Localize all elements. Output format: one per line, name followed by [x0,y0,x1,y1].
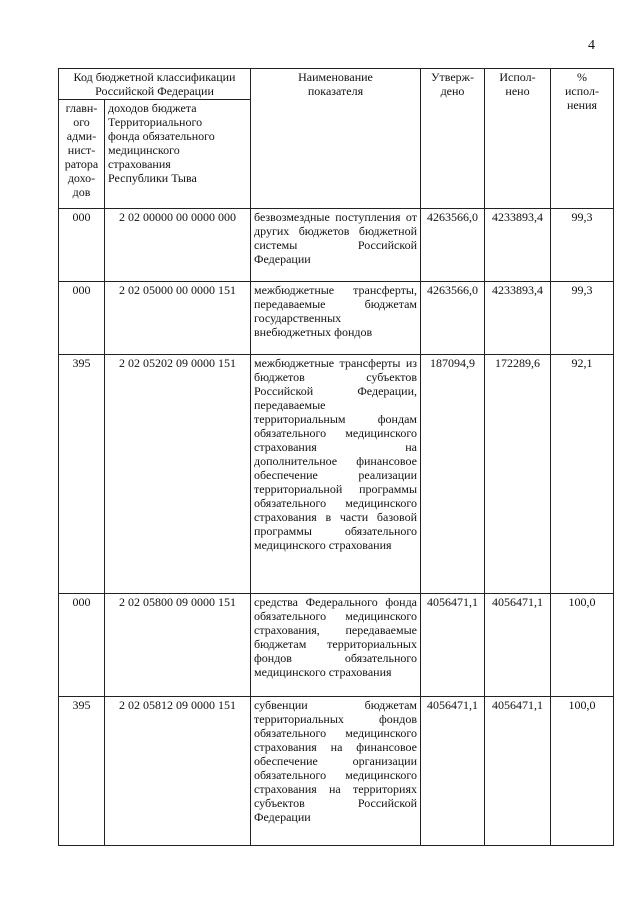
cell-name: межбюджетные трансферты из бюджетов субъектов Российской Федерации, передаваемые территориальным фондам обязательного медицинского страхования на дополнительное финансовое обеспечение реализации территориальной программы обязательного медицинского страхования в части базовой программы обязательного медицинского страхования [251,355,421,594]
cell-executed: 172289,6 [485,355,551,594]
cell-executed: 4056471,1 [485,697,551,846]
table-row [59,209,614,282]
header-income: доходов бюджета Территориального фонда обязательного медицинского страхования Республики Тыва [105,100,251,209]
table-row [59,697,614,846]
cell-executed: 4233893,4 [485,282,551,355]
cell-admin: 000 [59,594,105,697]
header-name: Наименование показателя [251,69,421,209]
cell-approved: 4056471,1 [421,697,485,846]
table-row [59,594,614,697]
cell-approved: 4263566,0 [421,282,485,355]
cell-code: 2 02 00000 00 0000 000 [105,209,251,282]
cell-percent: 100,0 [551,697,614,846]
cell-approved: 187094,9 [421,355,485,594]
header-admin: главн- ого адми- нист- ратора дохо- дов [59,100,105,209]
cell-code: 2 02 05000 00 0000 151 [105,282,251,355]
cell-admin: 000 [59,209,105,282]
cell-admin: 000 [59,282,105,355]
cell-approved: 4263566,0 [421,209,485,282]
header-approved: Утверж- дено [421,69,485,209]
header-code-group: Код бюджетной классификации Российской Федерации [59,69,251,100]
cell-approved: 4056471,1 [421,594,485,697]
cell-percent: 92,1 [551,355,614,594]
cell-name: безвозмездные поступления от других бюджетов бюджетной системы Российской Федерации [251,209,421,282]
cell-admin: 395 [59,355,105,594]
cell-name: средства Федерального фонда обязательного медицинского страхования, передаваемые бюджетам территориальных фондов обязательного медицинского страхования [251,594,421,697]
table-row [59,355,614,594]
table-row [59,282,614,355]
budget-table [58,68,614,846]
header-executed: Испол- нено [485,69,551,209]
cell-percent: 99,3 [551,282,614,355]
header-row-top [59,69,614,100]
cell-admin: 395 [59,697,105,846]
cell-name: субвенции бюджетам территориальных фондов обязательного медицинского страхования на финансовое обеспечение организации обязательного медицинского страхования на территориях субъектов Российской Федерации [251,697,421,846]
cell-code: 2 02 05202 09 0000 151 [105,355,251,594]
cell-executed: 4056471,1 [485,594,551,697]
page-number: 4 [588,38,595,53]
cell-code: 2 02 05800 09 0000 151 [105,594,251,697]
cell-name: межбюджетные трансферты, передаваемые бюджетам государственных внебюджетных фондов [251,282,421,355]
cell-percent: 99,3 [551,209,614,282]
cell-code: 2 02 05812 09 0000 151 [105,697,251,846]
header-percent: % испол- нения [551,69,614,209]
cell-percent: 100,0 [551,594,614,697]
cell-executed: 4233893,4 [485,209,551,282]
